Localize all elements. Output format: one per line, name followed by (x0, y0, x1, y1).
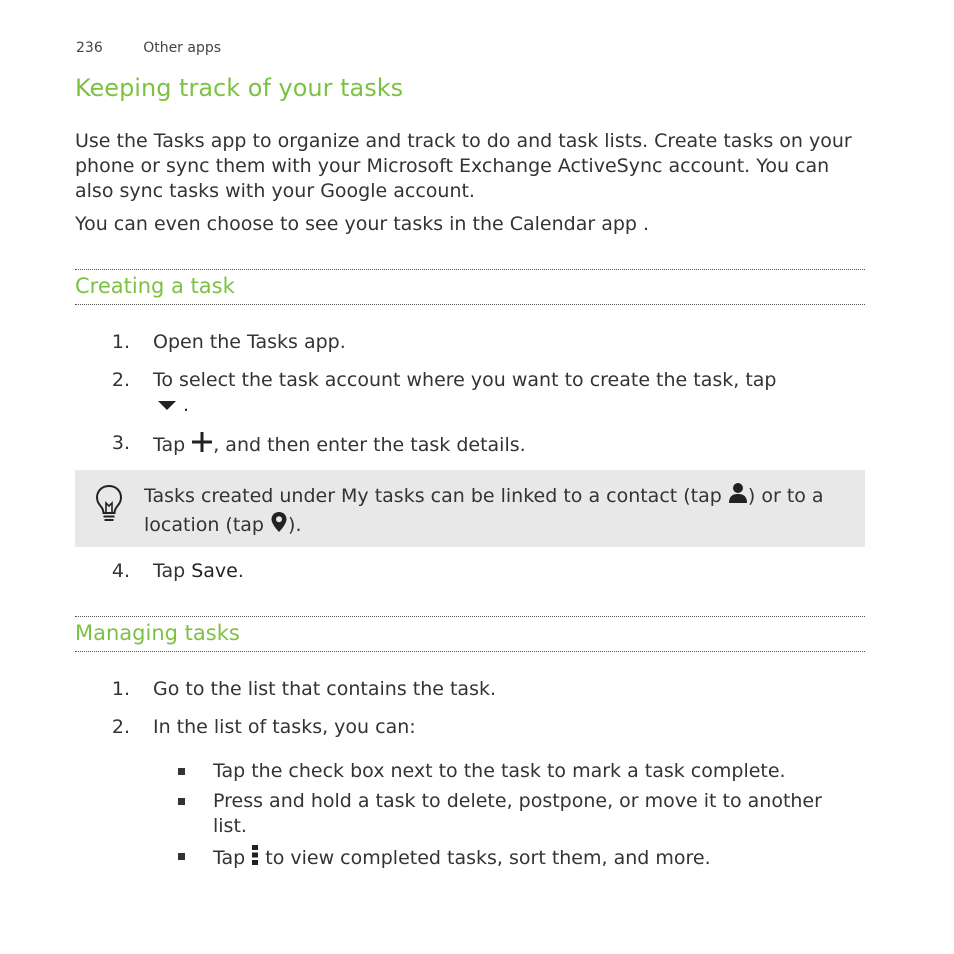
step-4-pre: Tap (153, 560, 186, 582)
bullet-marker (178, 768, 185, 775)
caret-down-icon (157, 393, 177, 418)
bullet-marker (178, 853, 185, 860)
step-number: 1. (111, 331, 130, 353)
tip-note (75, 470, 865, 547)
step-number: 1. (111, 678, 130, 700)
bullet-3-post: to view completed tasks, sort them, and more. (265, 847, 711, 869)
bullet-marker (178, 798, 185, 805)
section-managing (75, 616, 865, 652)
step-number: 2. (111, 369, 130, 391)
step-3-post: , and then enter the task details. (213, 434, 526, 456)
step-2-text: To select the task account where you want to create the task, tap (153, 369, 777, 391)
step-text: Open the Tasks app. (153, 331, 346, 353)
section-title-managing: Managing tasks (75, 621, 240, 645)
tip-text-mid: ) or to a location (tap (144, 485, 824, 536)
page-header (76, 40, 221, 56)
step-text (153, 559, 853, 584)
section-creating (75, 269, 865, 305)
section-title-creating: Creating a task (75, 274, 235, 298)
bullet-3-pre: Tap (213, 847, 246, 869)
header-section: Other apps (143, 40, 222, 56)
page-title: Keeping track of your tasks (75, 74, 404, 102)
intro-paragraph-2: You can even choose to see your tasks in the Calendar app . (75, 213, 650, 235)
tip-text-pre: Tasks created under My tasks can be linked to a contact (tap (144, 485, 722, 507)
step-text: In the list of tasks, you can: (153, 716, 416, 738)
tip-text (144, 482, 844, 540)
bullet-text: Press and hold a task to delete, postpone, or move it to another list. (213, 790, 822, 837)
step-number: 3. (111, 432, 130, 454)
step-number: 4. (111, 560, 130, 582)
step-4-post: . (237, 560, 244, 582)
save-label: Save (191, 560, 238, 582)
bullet-text (213, 844, 853, 873)
step-3-pre: Tap (153, 434, 186, 456)
location-pin-icon (270, 511, 288, 540)
step-number: 2. (111, 716, 130, 738)
step-2-end: . (183, 394, 190, 416)
intro-paragraph-1: Use the Tasks app to organize and track to do and task lists. Create tasks on your phone or sync them with your Microsoft Exchange ActiveSync account. You can also sync tasks with your Google account. (75, 130, 852, 202)
plus-icon (191, 431, 213, 460)
more-vertical-icon (251, 844, 259, 873)
lightbulb-icon (95, 484, 123, 528)
step-text: Go to the list that contains the task. (153, 678, 497, 700)
person-icon (728, 482, 748, 511)
step-text (153, 368, 853, 418)
page-number: 236 (76, 40, 103, 56)
step-text (153, 431, 853, 460)
bullet-text: Tap the check box next to the task to mark a task complete. (213, 760, 786, 782)
tip-text-post: ). (288, 514, 302, 536)
